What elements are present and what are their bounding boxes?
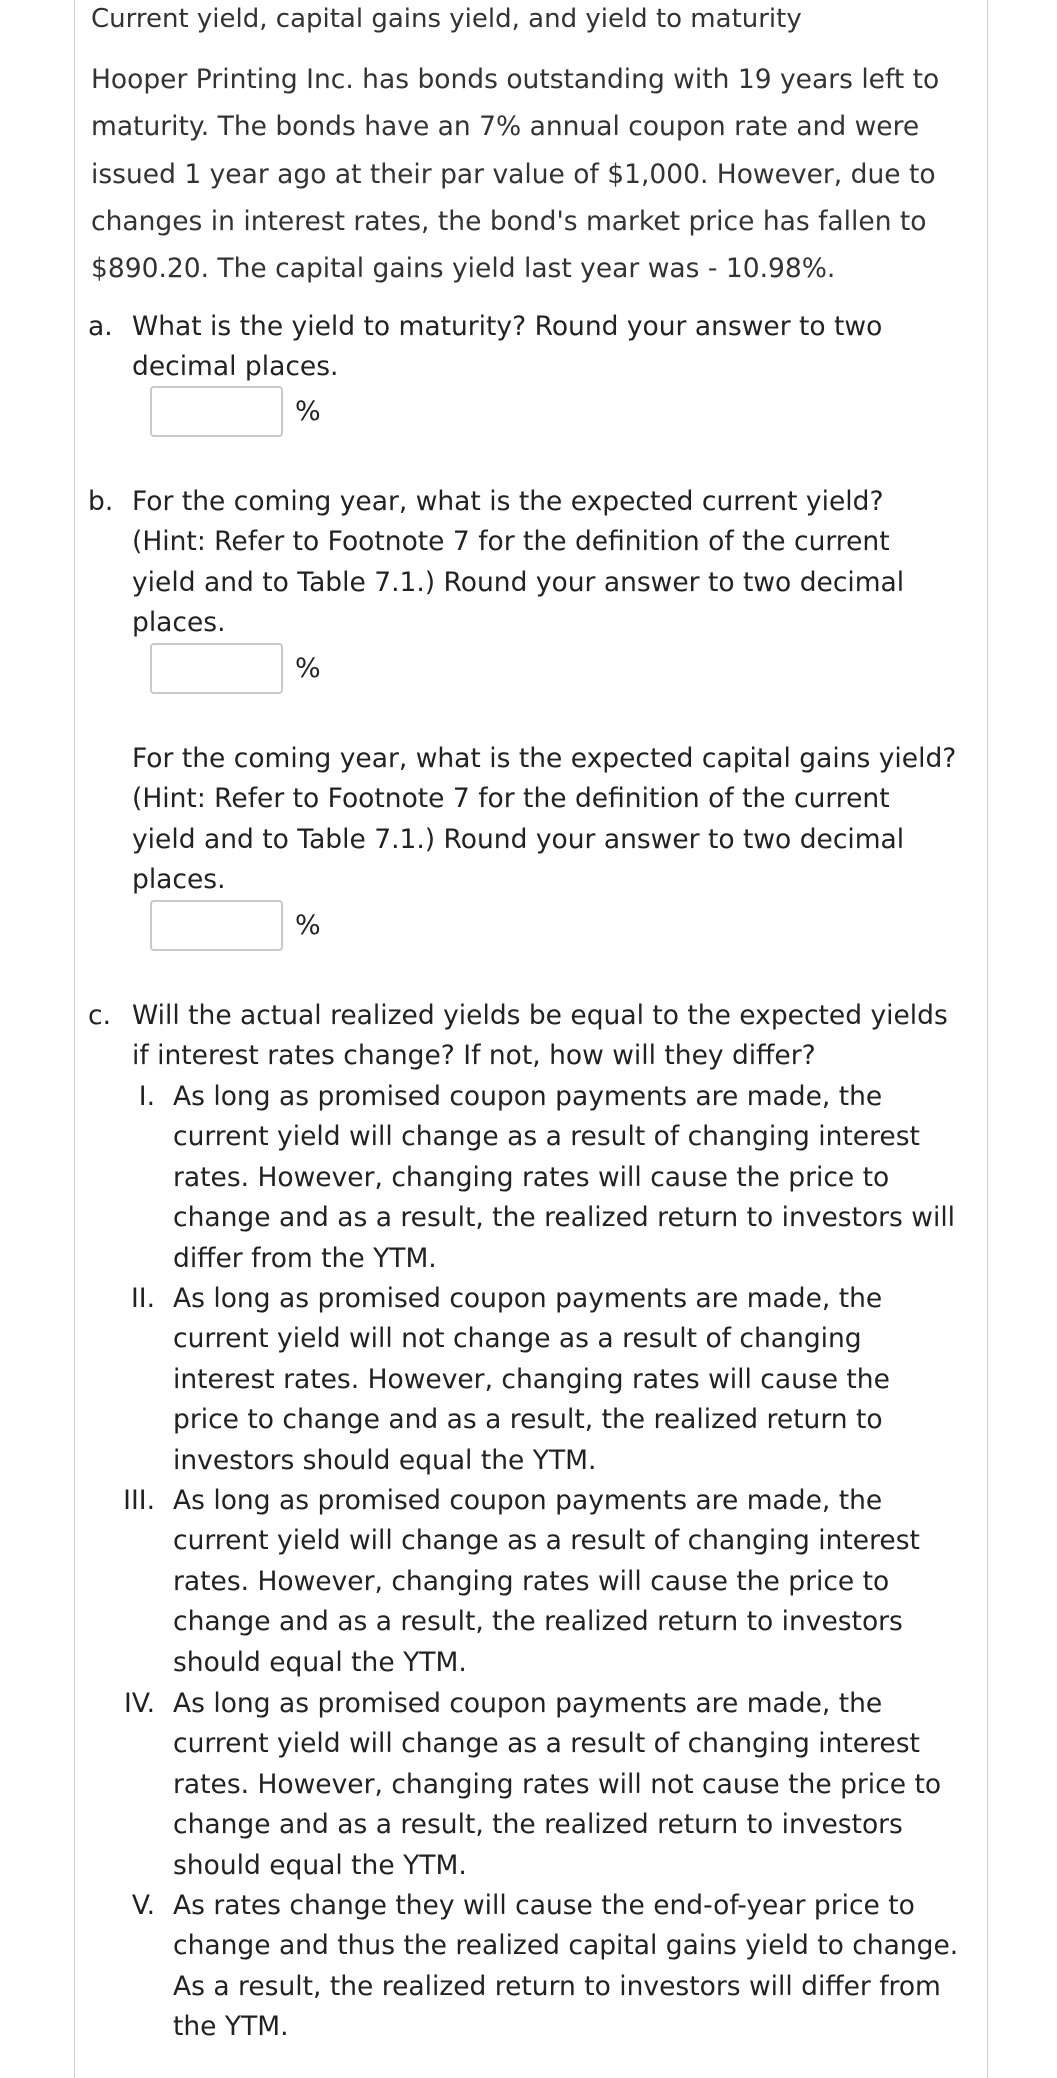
option-v [173,1886,998,2048]
percent-unit: % [295,396,321,427]
part-b-question [132,482,992,644]
question-line: What is the yield to maturity? Round your answer to two [132,311,883,342]
question-line: decimal places. [132,351,339,383]
option-ii [173,1279,998,1481]
problem-title: Current yield, capital gains yield, and yield to maturity [91,4,802,34]
option-i-marker: I. [138,1081,155,1112]
option-line: As long as promised coupon payments are made, the [173,1283,883,1314]
option-ii-marker: II. [130,1283,155,1314]
part-b-current-yield-answer [150,643,321,694]
option-line: should equal the YTM. [173,1849,467,1881]
question-line: For the coming year, what is the expected current yield? [132,486,884,517]
capital-gains-yield-input[interactable] [150,900,283,951]
question-line: yield and to Table 7.1.) Round your answer to two decimal [132,823,905,855]
statement-line: $890.20. The capital gains yield last year was - 10.98%. [91,253,836,285]
statement-line: maturity. The bonds have an 7% annual coupon rate and were [91,111,920,143]
ytm-input[interactable] [150,386,283,437]
part-c-question [132,996,992,1077]
question-line: For the coming year, what is the expected capital gains yield? [132,743,957,774]
option-line: price to change and as a result, the realized return to [173,1404,883,1436]
option-i [173,1077,998,1279]
option-iv-marker: IV. [124,1688,155,1719]
option-line: change and thus the realized capital gains yield to change. [173,1930,959,1962]
option-line: rates. However, changing rates will cause the price to [173,1161,890,1193]
statement-line: Hooper Printing Inc. has bonds outstanding with 19 years left to [91,64,940,95]
part-a-marker: a. [88,311,113,342]
option-iii-marker: III. [123,1485,155,1516]
option-line: the YTM. [173,2011,289,2043]
option-line: As long as promised coupon payments are made, the [173,1485,883,1516]
question-line: if interest rates change? If not, how will they differ? [132,1040,816,1072]
statement-line: issued 1 year ago at their par value of $1,000. However, due to [91,158,936,190]
option-iv [173,1684,998,1886]
question-line: (Hint: Refer to Footnote 7 for the definition of the current [132,783,890,815]
option-line: differ from the YTM. [173,1242,437,1274]
option-line: current yield will change as a result of changing interest [173,1525,920,1557]
question-line: (Hint: Refer to Footnote 7 for the definition of the current [132,526,890,558]
question-line: yield and to Table 7.1.) Round your answer to two decimal [132,566,905,598]
option-line: change and as a result, the realized return to investors will [173,1202,956,1234]
problem-statement [91,56,981,292]
part-b-marker: b. [88,486,114,517]
question-line: places. [132,607,226,639]
statement-line: changes in interest rates, the bond's market price has fallen to [91,205,927,237]
option-line: As long as promised coupon payments are made, the [173,1688,883,1719]
option-line: should equal the YTM. [173,1646,467,1678]
option-line: As a result, the realized return to investors will differ from [173,1970,941,2002]
percent-unit: % [295,910,321,941]
option-line: rates. However, changing rates will not cause the price to [173,1768,942,1800]
part-b-followup-question [132,739,992,901]
option-line: As long as promised coupon payments are made, the [173,1081,883,1112]
option-line: investors should equal the YTM. [173,1444,597,1476]
current-yield-input[interactable] [150,643,283,694]
option-v-marker: V. [131,1890,155,1921]
part-b-capital-gains-answer [150,900,321,951]
part-c-marker: c. [88,1000,111,1031]
option-iii [173,1481,998,1683]
option-line: interest rates. However, changing rates will cause the [173,1363,890,1395]
option-line: As rates change they will cause the end-of-year price to [173,1890,915,1921]
question-line: Will the actual realized yields be equal to the expected yields [132,1000,948,1031]
option-line: change and as a result, the realized return to investors [173,1606,903,1638]
option-line: current yield will change as a result of changing interest [173,1728,920,1760]
question-line: places. [132,864,226,896]
part-a-question [132,307,992,388]
option-line: current yield will not change as a result of changing [173,1323,862,1355]
option-line: change and as a result, the realized return to investors [173,1809,903,1841]
part-a-answer [150,386,321,437]
option-line: rates. However, changing rates will cause the price to [173,1565,890,1597]
option-line: current yield will change as a result of changing interest [173,1121,920,1153]
percent-unit: % [295,653,321,684]
